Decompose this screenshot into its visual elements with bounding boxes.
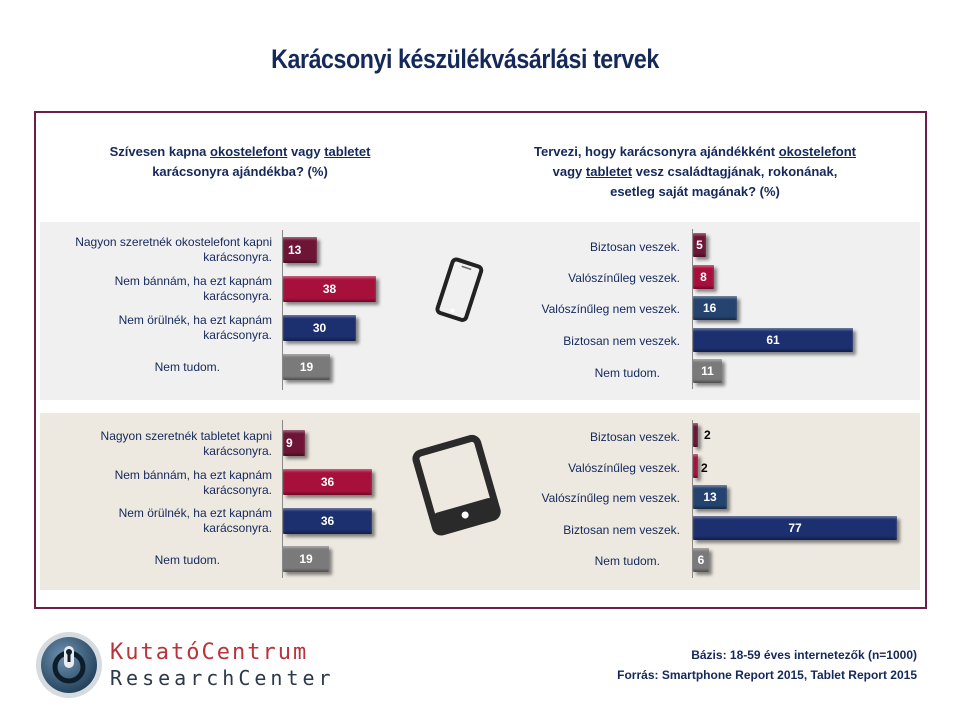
bar: 19 <box>283 546 329 572</box>
category-label: Biztosan veszek. <box>589 240 680 254</box>
left-question-title <box>60 142 420 182</box>
bar: 13 <box>693 485 727 509</box>
category-label: Valószínűleg veszek. <box>568 271 680 285</box>
right-question-title <box>500 142 890 202</box>
category-label: Nem bánnám, ha ezt kapnám karácsonyra. <box>114 468 272 497</box>
category-label: Nem örülnék, ha ezt kapnám karácsonyra. <box>118 506 272 535</box>
question-underlined: tabletet <box>585 164 633 179</box>
category-label: Nem tudom. <box>154 360 220 374</box>
question-text: Tervezi, hogy karácsonyra ajándékként <box>534 144 779 159</box>
category-label: Biztosan veszek. <box>589 430 680 444</box>
question-text: Szívesen kapna <box>109 144 211 159</box>
bar: 13 <box>283 237 317 263</box>
bar: 30 <box>283 315 356 341</box>
page-title: Karácsonyi készülékvásárlási tervek <box>271 44 659 74</box>
bar: 8 <box>693 265 714 289</box>
category-label: Nagyon szeretnék tabletet kapni karácsonyra. <box>100 429 272 458</box>
logo-emblem-icon <box>34 630 104 700</box>
bar-value: 2 <box>704 428 711 442</box>
question-text: karácsonyra ajándékba? (%) <box>152 164 328 179</box>
category-label: Biztosan nem veszek. <box>563 523 680 537</box>
question-text: vagy <box>287 144 325 159</box>
base-note: Bázis: 18-59 éves internetezők (n=1000) <box>691 648 917 662</box>
bar: 16 <box>693 296 737 320</box>
kutatocentrum-logo <box>34 630 334 700</box>
bar: 38 <box>283 276 376 302</box>
source-note: Forrás: Smartphone Report 2015, Tablet Report 2015 <box>617 668 917 682</box>
logo-text-kutatocentrum: KutatóCentrum <box>110 640 309 665</box>
bar: 5 <box>693 233 706 257</box>
bar: 77 <box>693 516 897 540</box>
category-label: Biztosan nem veszek. <box>563 334 680 348</box>
category-label: Nem tudom. <box>154 553 220 567</box>
bar: 61 <box>693 328 853 352</box>
question-text: vagy <box>552 164 586 179</box>
bar: 6 <box>693 548 709 572</box>
bar <box>693 454 698 478</box>
bar: 9 <box>283 430 305 456</box>
category-label: Nagyon szeretnék okostelefont kapni karácsonyra. <box>75 235 272 264</box>
category-label: Valószínűleg nem veszek. <box>541 491 680 505</box>
question-text: vesz családtagjának, rokonának, <box>632 164 838 179</box>
bar <box>693 423 698 447</box>
logo-text-researchcenter: ResearchCenter <box>110 666 335 690</box>
bar: 36 <box>283 508 372 534</box>
category-label: Nem örülnék, ha ezt kapnám karácsonyra. <box>118 313 272 342</box>
bar: 36 <box>283 469 372 495</box>
category-label: Valószínűleg nem veszek. <box>541 302 680 316</box>
category-label: Valószínűleg veszek. <box>568 461 680 475</box>
question-underlined: okostelefont <box>778 144 856 159</box>
bar-value: 2 <box>701 461 708 475</box>
question-underlined: tabletet <box>324 144 371 159</box>
bar: 11 <box>693 359 722 383</box>
category-label: Nem tudom. <box>594 366 660 380</box>
category-label: Nem tudom. <box>594 554 660 568</box>
question-underlined: okostelefont <box>210 144 288 159</box>
category-label: Nem bánnám, ha ezt kapnám karácsonyra. <box>114 274 272 303</box>
bar: 19 <box>283 354 330 380</box>
question-text: esetleg saját magának? (%) <box>610 184 780 199</box>
